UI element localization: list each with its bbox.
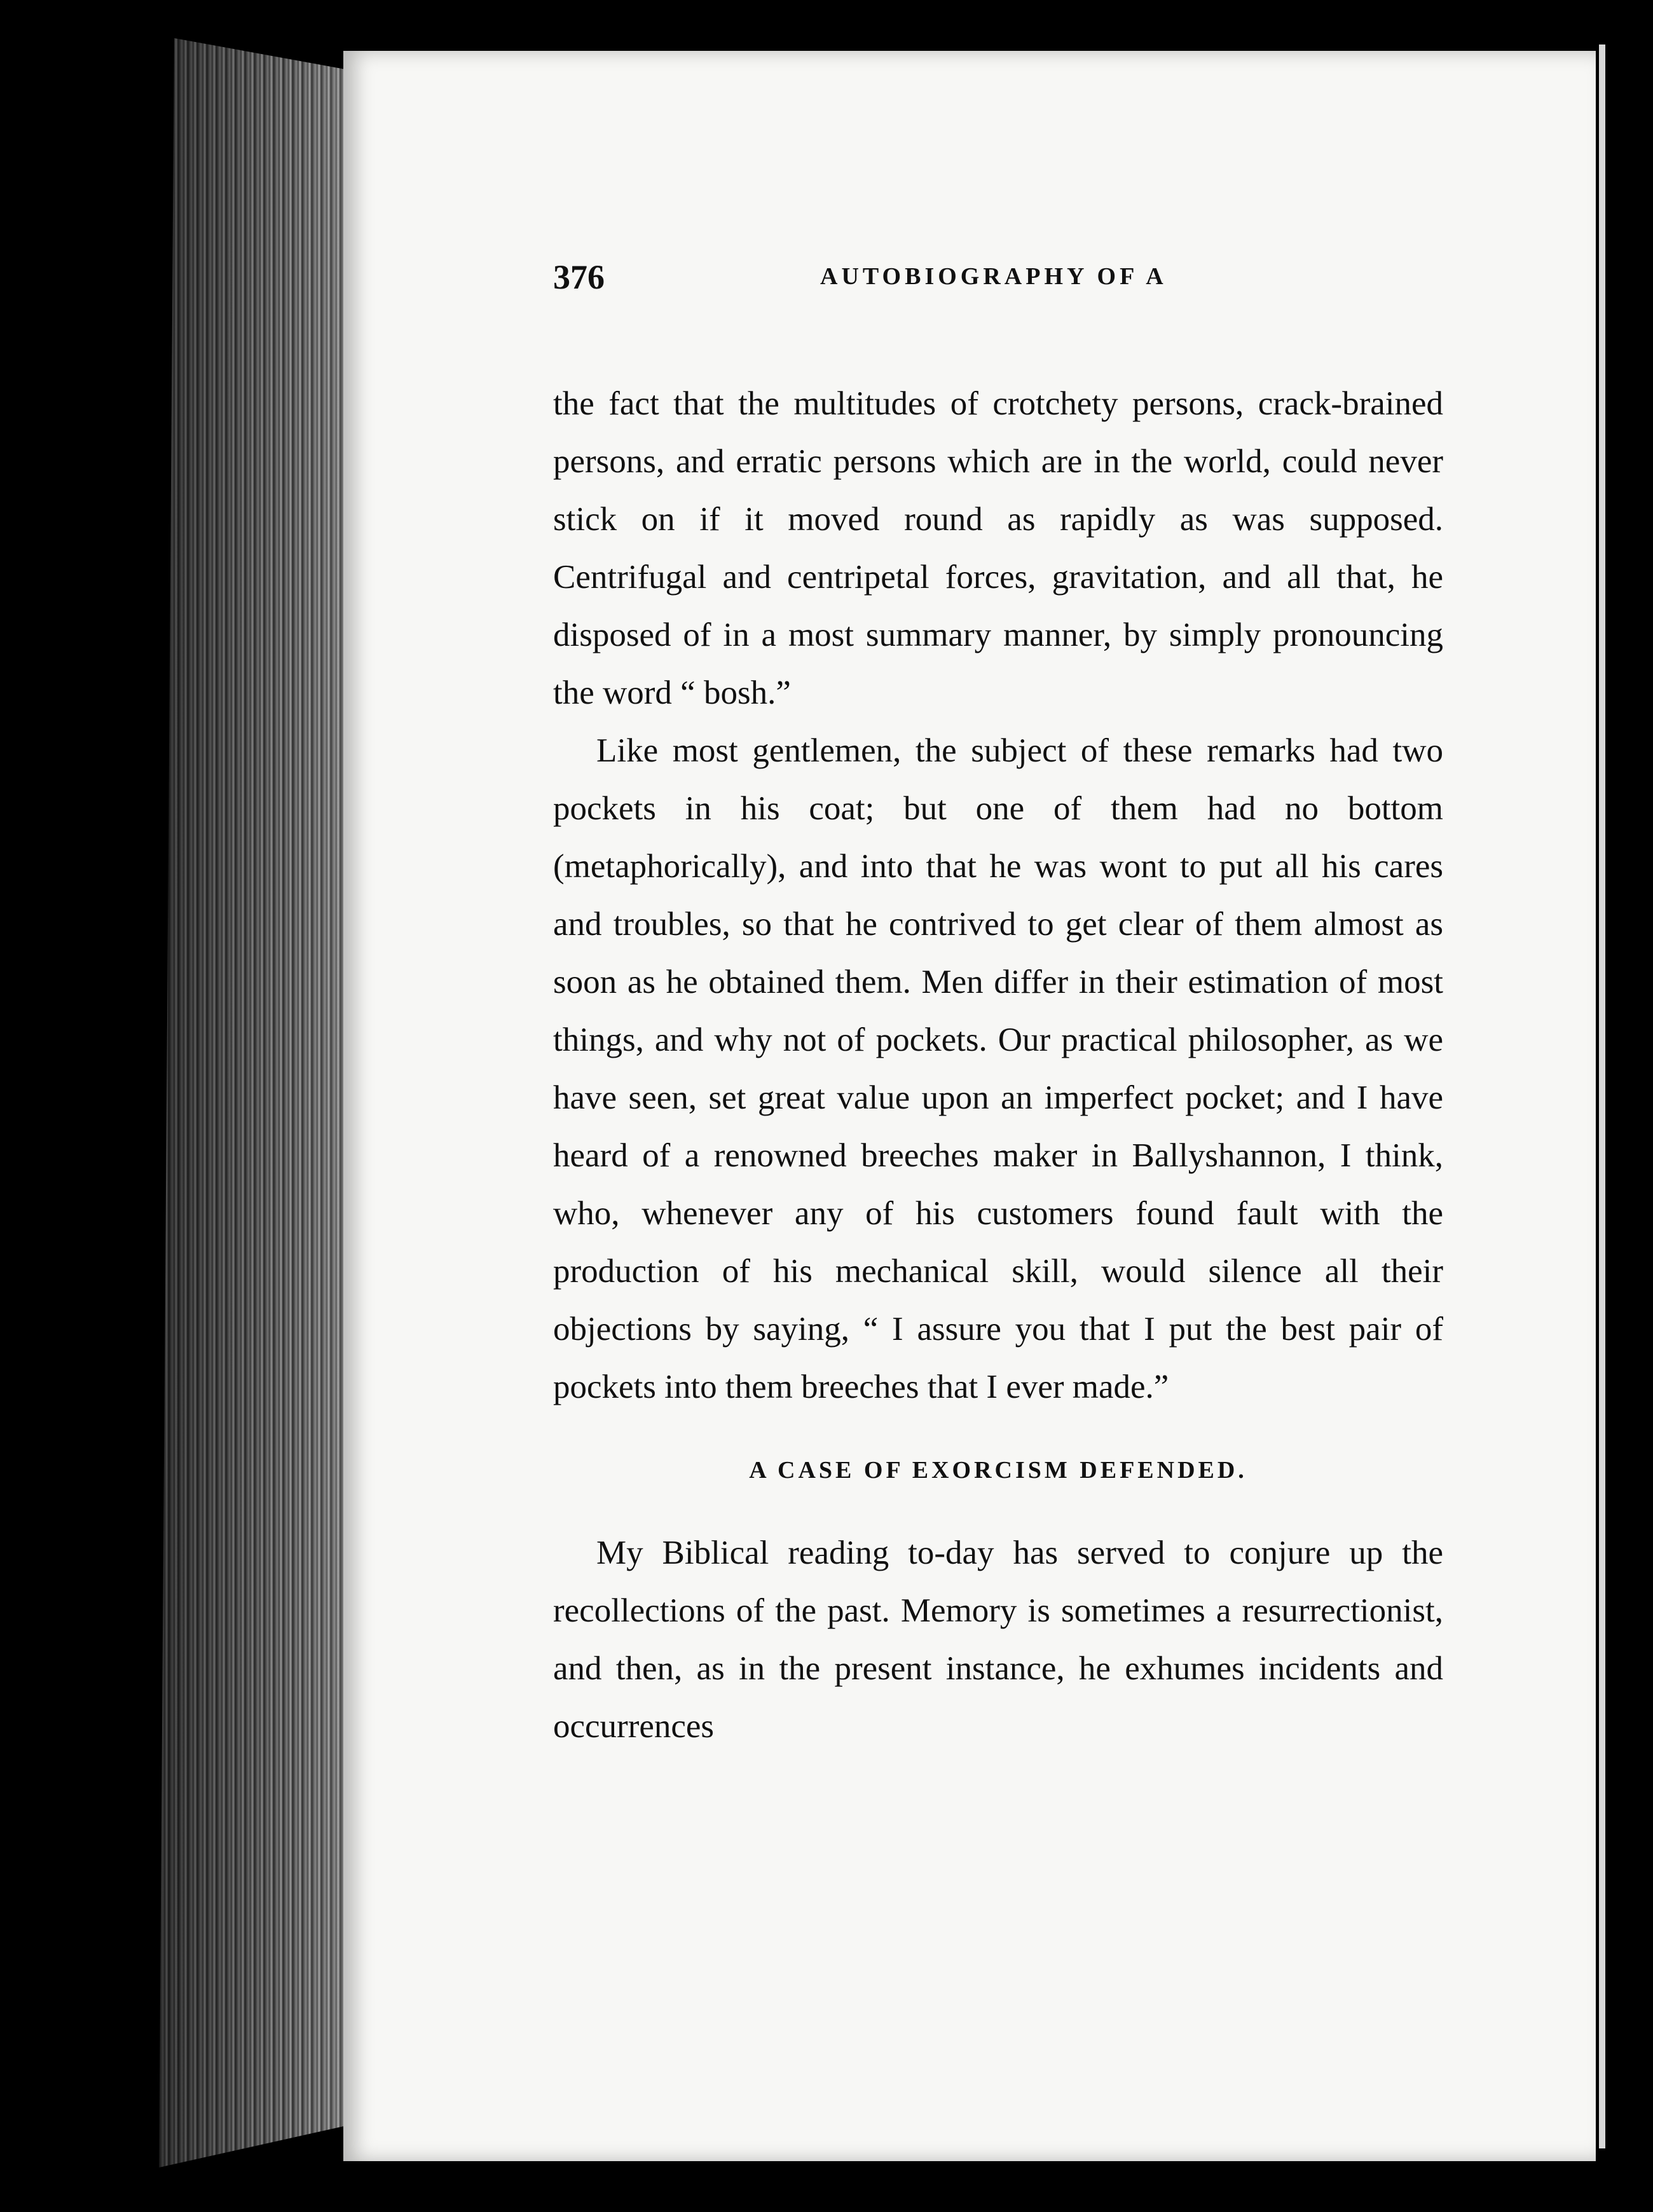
page-header	[553, 257, 1545, 308]
paragraph-1: the fact that the multitudes of crotchety persons, crack-brained persons, and erratic persons which are in the world, could never stick on if it moved round as rapidly as was supposed. Centrifugal and centripetal forces, gravitation, and all that, he disposed of in a most summary manner, by simply pronouncing the word “ bosh.”	[553, 385, 1443, 711]
running-head: AUTOBIOGRAPHY OF A	[820, 263, 1167, 290]
book-page	[343, 51, 1596, 2161]
section-paragraph: My Biblical reading to-day has served to conjure up the recollections of the past. Memory is sometimes a resurrectionist, and then, as in the present instance, he exhumes incidents and occurrences	[553, 1534, 1443, 1745]
facing-page-edge	[1599, 44, 1605, 2148]
page-edges	[159, 38, 350, 2168]
body-text	[553, 375, 1443, 1756]
page-number: 376	[553, 258, 605, 296]
paragraph-2: Like most gentlemen, the subject of these remarks had two pockets in his coat; but one of them had no bottom (metaphorically), and into that he was wont to put all his cares and troubles, so that he contrived to get clear of them almost as soon as he obtained them. Men differ in their estimation of most things, and why not of pockets. Our practical philosopher, as we have seen, set great value upon an imperfect pocket; and I have heard of a renowned breeches maker in Ballyshannon, I think, who, whenever any of his customers found fault with the production of his mechanical skill, would silence all their objections by saying, “ I assure you that I put the best pair of pockets into them breeches that I ever made.”	[553, 732, 1443, 1405]
section-heading: A CASE OF EXORCISM DEFENDED.	[749, 1457, 1247, 1484]
